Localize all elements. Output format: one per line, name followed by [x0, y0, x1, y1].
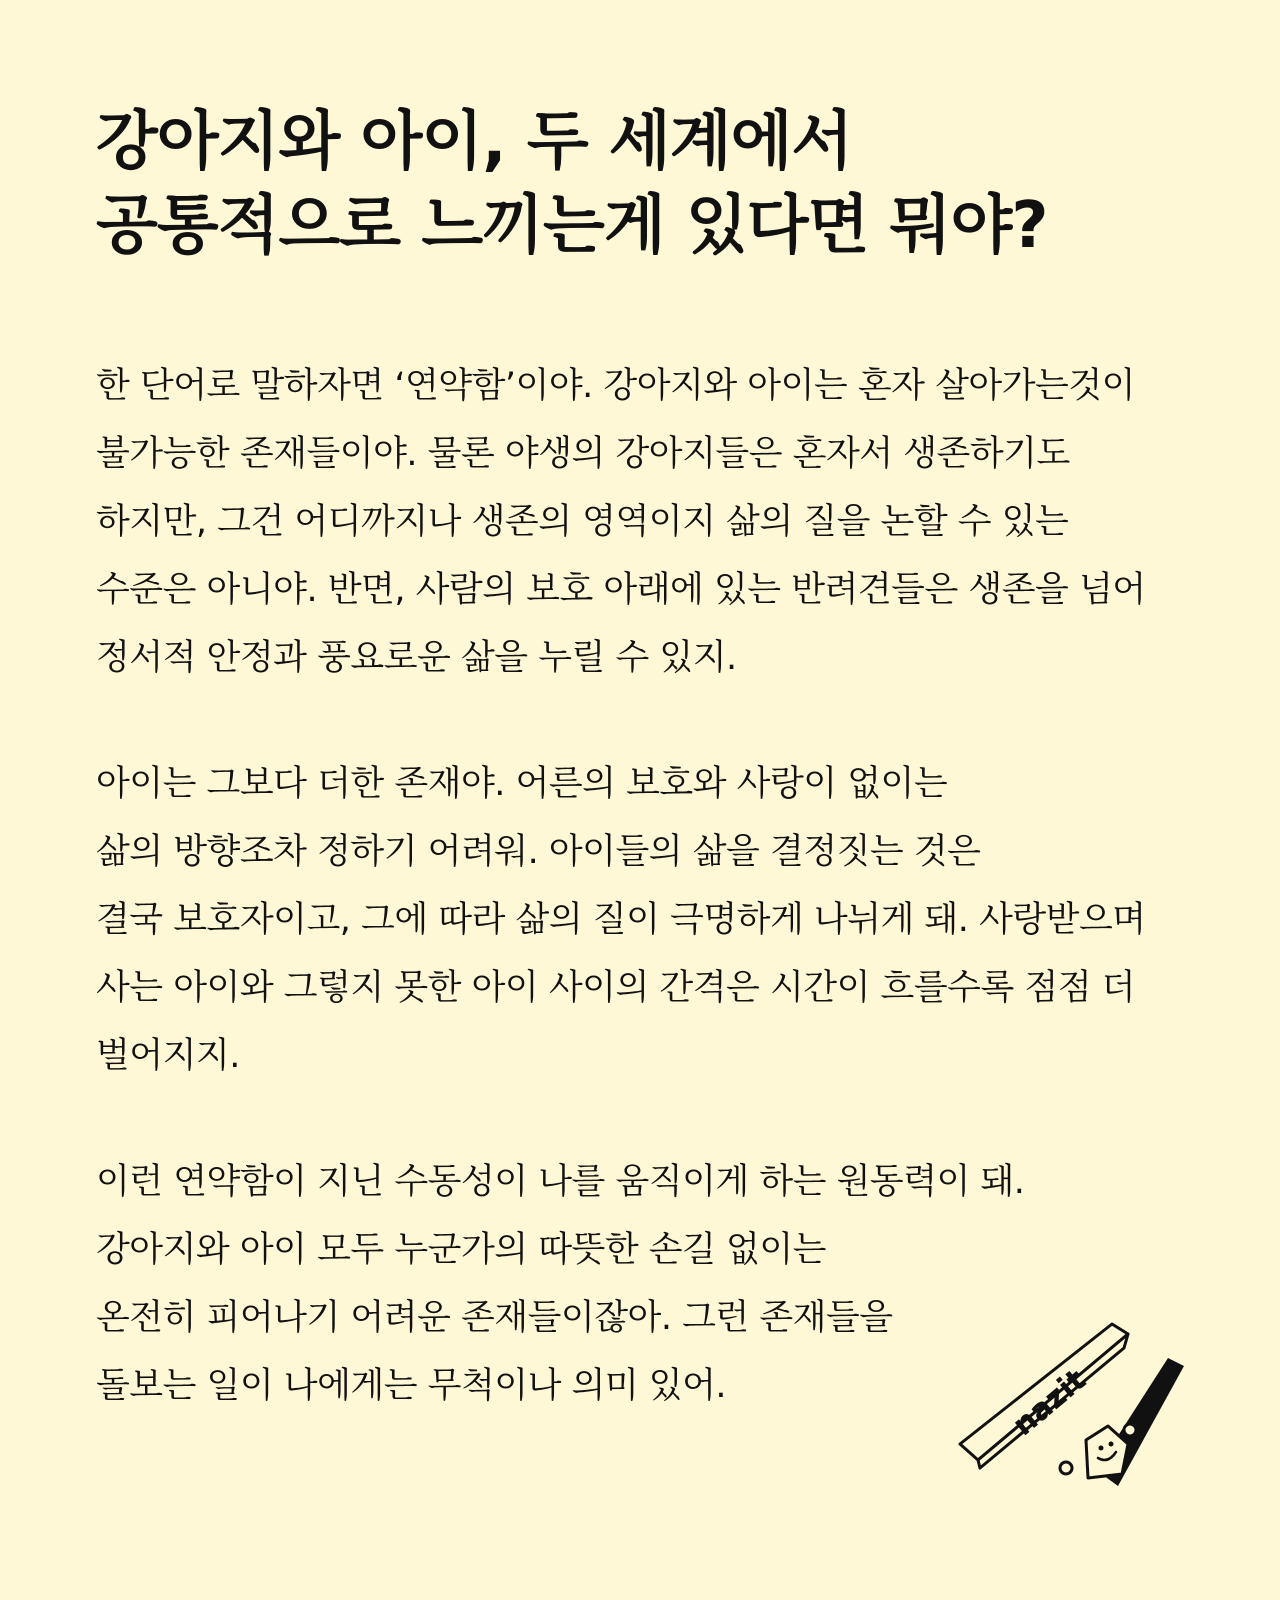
paragraph-line: 온전히 피어나기 어려운 존재들이잖아. 그런 존재들을 — [96, 1298, 893, 1338]
page-title — [96, 100, 1048, 268]
title-line-2: 공통적으로 느끼는게 있다면 뭐야? — [96, 189, 1048, 263]
paragraph-line: 수준은 아니야. 반면, 사람의 보호 아래에 있는 반려견들은 생존을 넘어 — [96, 570, 1146, 610]
logo-eye — [1099, 1446, 1104, 1451]
paragraph-line: 돌보는 일이 나에게는 무척이나 의미 있어. — [96, 1366, 727, 1406]
paragraph-line: 불가능한 존재들이야. 물론 야생의 강아지들은 혼자서 생존하기도 — [96, 434, 1070, 474]
paragraph-3 — [96, 1148, 1024, 1420]
paragraph-line: 아이는 그보다 더한 존재야. 어른의 보호와 사랑이 없이는 — [96, 764, 948, 804]
paragraph-1 — [96, 352, 1146, 692]
paragraph-line: 한 단어로 말하자면 ‘연약함’이야. 강아지와 아이는 혼자 살아가는것이 — [96, 366, 1135, 406]
paragraph-line: 벌어지지. — [96, 1036, 240, 1076]
logo-eye — [1109, 1442, 1114, 1447]
logo-wordmark: nazit — [1006, 1362, 1093, 1444]
paragraph-2 — [96, 750, 1146, 1090]
paragraph-line: 이런 연약함이 지닌 수동성이 나를 움직이게 하는 원동력이 돼. — [96, 1162, 1025, 1202]
paragraph-line: 강아지와 아이 모두 누군가의 따뜻한 손길 없이는 — [96, 1230, 826, 1270]
paragraph-line: 삶의 방향조차 정하기 어려워. 아이들의 삶을 결정짓는 것은 — [96, 832, 981, 872]
logo-hand — [1124, 1424, 1136, 1436]
paragraph-line: 정서적 안정과 풍요로운 삶을 누릴 수 있지. — [96, 638, 737, 678]
paragraph-line: 하지만, 그건 어디까지나 생존의 영역이지 삶의 질을 논할 수 있는 — [96, 502, 1069, 542]
book-character-logo-icon — [958, 1318, 1198, 1518]
paragraph-line: 결국 보호자이고, 그에 따라 삶의 질이 극명하게 나뉘게 돼. 사랑받으며 — [96, 900, 1146, 940]
logo-hand — [1060, 1462, 1072, 1474]
paragraph-line: 사는 아이와 그렇지 못한 아이 사이의 간격은 시간이 흐를수록 점점 더 — [96, 968, 1135, 1008]
title-line-1: 강아지와 아이, 두 세계에서 — [96, 105, 853, 179]
